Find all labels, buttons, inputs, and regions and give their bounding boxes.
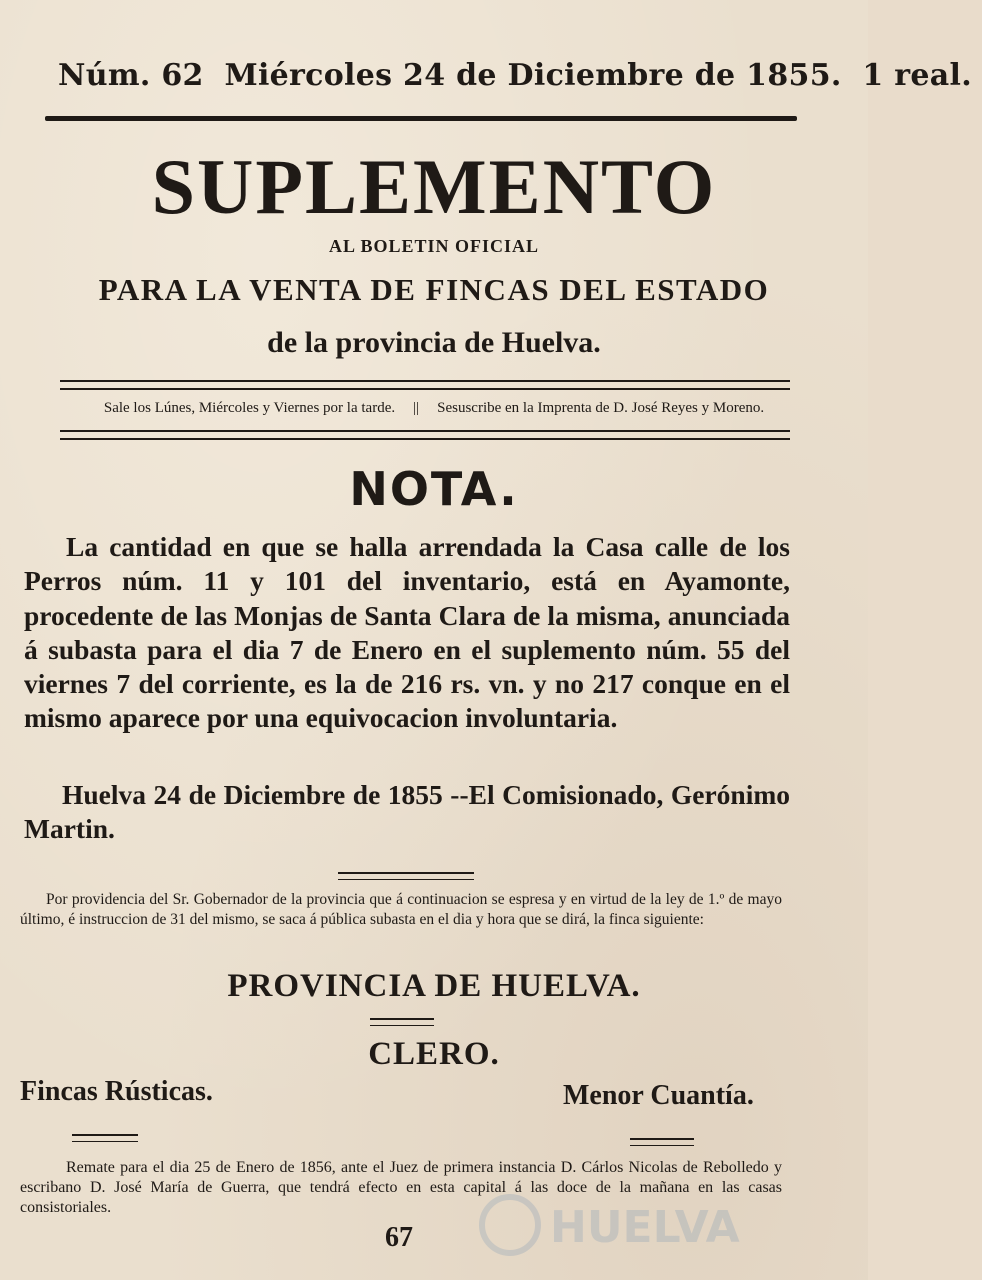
divider-rule-top bbox=[60, 380, 790, 390]
right-short-rule bbox=[630, 1138, 694, 1146]
nota-heading: NOTA. bbox=[349, 462, 519, 516]
section-separator bbox=[338, 872, 474, 880]
subtitle: AL BOLETIN OFICIAL bbox=[328, 236, 540, 256]
property-type-label: Fincas Rústicas. bbox=[20, 1076, 213, 1107]
nota-signature: Huelva 24 de Diciembre de 1855 --El Comisionado, Gerónimo Martin. bbox=[24, 779, 790, 845]
subscription-text: Sesuscribe en la Imprenta de D. José Reyes y Moreno. bbox=[437, 400, 765, 416]
schedule-text: Sale los Lúnes, Miércoles y Viernes por la tarde. bbox=[103, 400, 396, 416]
masthead-rule bbox=[45, 116, 797, 121]
heading-separator bbox=[370, 1018, 434, 1026]
masthead bbox=[58, 58, 972, 93]
page-number: 67 bbox=[385, 1222, 413, 1253]
remate-paragraph: Remate para el dia 25 de Enero de 1856, ante el Juez de primera instancia D. Cárlos Nicolas de Rebolledo y escribano D. José María de Guerra, que tendrá efecto en esta capital á las doce de la mañana en las casas consistoriales. bbox=[20, 1159, 782, 1216]
divider-rule-bottom bbox=[60, 430, 790, 440]
issue-price: 1 real. bbox=[862, 58, 972, 93]
province-heading: PROVINCIA DE HUELVA. bbox=[227, 968, 641, 1004]
nota-body: La cantidad en que se halla arrendada la Casa calle de los Perros núm. 11 y 101 del inventario, está en Ayamonte, procedente de las Monjas de Santa Clara de la misma, anunciada á subasta para el dia 7 de Enero en el suplemento núm. 55 del viernes 7 del corriente, es la de 216 rs. vn. y no 217 conque en el mismo aparece por una equivocacion involuntaria. bbox=[24, 531, 790, 734]
main-title: SUPLEMENTO bbox=[151, 143, 717, 230]
issue-date: Miércoles 24 de Diciembre de 1855. bbox=[224, 58, 842, 93]
providencia-paragraph: Por providencia del Sr. Gobernador de la provincia que á continuacion se espresa y en virtud de la ley de 1.º de mayo último, é instruccion de 31 del mismo, se saca á pública subasta en el dia y hora que se dirá, la finca siguiente: bbox=[20, 891, 782, 928]
value-class-label: Menor Cuantía. bbox=[563, 1080, 754, 1111]
left-short-rule bbox=[72, 1134, 138, 1142]
issue-number: Núm. 62 bbox=[58, 58, 204, 93]
purpose-title: PARA LA VENTA DE FINCAS DEL ESTADO bbox=[98, 272, 770, 307]
watermark-text: HUELVA bbox=[550, 1202, 740, 1253]
info-separator: || bbox=[413, 400, 420, 416]
category-heading: CLERO. bbox=[368, 1036, 500, 1072]
info-bar bbox=[30, 400, 838, 417]
province-subtitle: de la provincia de Huelva. bbox=[267, 326, 601, 359]
